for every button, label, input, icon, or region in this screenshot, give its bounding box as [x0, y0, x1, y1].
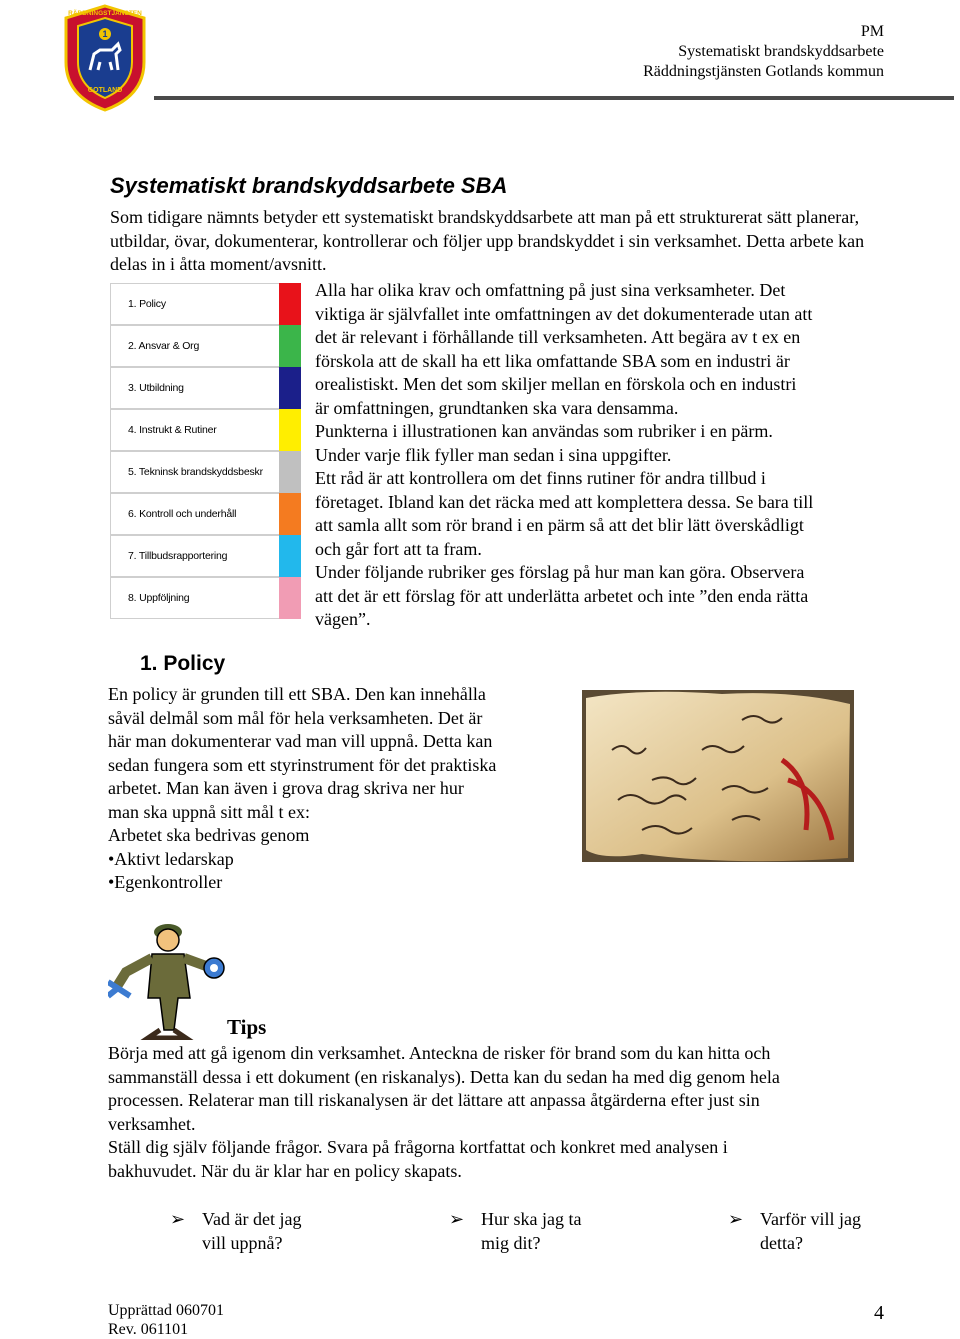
text-line: •Aktivt ledarskap — [108, 848, 234, 869]
header-rule — [154, 96, 954, 100]
sba-step — [110, 577, 300, 619]
sba-steps-illustration — [110, 283, 300, 619]
sba-step — [110, 451, 300, 493]
text-line: Ett råd är att kontrollera om det finns rutiner för andra tillbud i — [315, 468, 766, 488]
sba-step-label: 1. Policy — [128, 298, 166, 310]
logo-top-text: RÄDDNINGSTJÄNSTEN — [68, 10, 142, 17]
text-line: man ska uppnå sitt mål t ex: — [108, 801, 310, 822]
text-line: verksamhet. — [108, 1113, 196, 1134]
text-line: bakhuvudet. När du är klar har en policy skapats. — [108, 1160, 462, 1181]
text-line: förskola att de skall ha ett lika omfattande SBA som en industri är — [315, 350, 790, 371]
text-line: En policy är grunden till ett SBA. Den kan innehålla — [108, 684, 486, 704]
sba-step-color-tab — [279, 367, 301, 409]
arrow-bullet-icon: ➢ — [449, 1209, 465, 1229]
question-line: vill uppnå? — [202, 1232, 283, 1253]
mechanic-clipart — [108, 912, 230, 1040]
sba-step-color-tab — [279, 409, 301, 451]
text-line: det är relevant i förhållande till verksamheten. Att begära av t ex en — [315, 327, 801, 347]
sba-step-color-tab — [279, 577, 301, 619]
text-line: här man dokumenterar vad man vill uppnå. Detta kan — [108, 731, 493, 751]
section-heading-sba: Systematiskt brandskyddsarbete SBA — [110, 173, 508, 198]
footer-revision: Rev. 061101 — [108, 1321, 189, 1338]
text-line: viktiga är självfallet inte omfattningen av det dokumenterade utan att — [315, 303, 813, 324]
sba-step — [110, 409, 300, 451]
handwritten-letter-photo — [582, 690, 854, 862]
sba-step-label: 6. Kontroll och underhåll — [128, 508, 237, 520]
question-line: Hur ska jag ta — [481, 1209, 582, 1229]
sba-right-text — [315, 279, 895, 632]
question-line: Vad är det jag — [202, 1209, 302, 1229]
sba-step — [110, 367, 300, 409]
sba-step-label: 3. Utbildning — [128, 382, 184, 394]
sba-step-label: 2. Ansvar & Org — [128, 340, 200, 352]
footer-created: Upprättad 060701 — [108, 1302, 224, 1319]
text-line: såväl delmål som mål för hela verksamheten. Det är — [108, 707, 483, 728]
sba-step — [110, 493, 300, 535]
text-line: och går fort att ta fram. — [315, 538, 482, 559]
text-line: Ställ dig själv följande frågor. Svara på frågorna kortfattat och konkret med analysen i — [108, 1137, 728, 1157]
header-org: Räddningstjänsten Gotlands kommun — [643, 63, 884, 80]
text-line: vägen”. — [315, 609, 371, 629]
text-line: Arbetet ska bedrivas genom — [108, 825, 310, 845]
sba-step — [110, 535, 300, 577]
text-line: är omfattningen, grundtanken ska vara densamma. — [315, 397, 679, 418]
question-line: mig dit? — [481, 1232, 541, 1253]
sba-step-color-tab — [279, 451, 301, 493]
logo-number: 1 — [102, 29, 108, 39]
section-heading-policy: 1. Policy — [140, 652, 226, 675]
sba-step-label: 7. Tillbudsrapportering — [128, 550, 228, 562]
sba-step-label: 5. Tekninsk brandskyddsbeskr — [128, 466, 263, 478]
sba-step-label: 4. Instrukt & Rutiner — [128, 424, 217, 436]
text-line: Alla har olika krav och omfattning på just sina verksamheter. Det — [315, 280, 786, 300]
text-line: orealistiskt. Men det som skiljer mellan en förskola och en industri — [315, 374, 797, 394]
policy-paragraph — [108, 683, 568, 895]
arrow-bullet-icon: ➢ — [728, 1209, 744, 1229]
question-line: detta? — [760, 1232, 803, 1253]
sba-step — [110, 325, 300, 367]
sba-intro-paragraph: Som tidigare nämnts betyder ett systematiskt brandskyddsarbete att man på ett strukturerat sätt planerar, utbildar, övar, dokumenterar, kontrollerar och följer upp brandskyddet i sin verksamhet. Detta arbete kan delas in i åtta moment/avsnitt. — [110, 207, 865, 274]
sba-step-color-tab — [279, 535, 301, 577]
text-line: Under varje flik fyller man sedan i sina uppgifter. — [315, 444, 672, 465]
arrow-bullet-icon: ➢ — [170, 1209, 186, 1229]
text-line: processen. Relaterar man till riskanalysen är det lättare att anpassa åtgärderna efter just sin — [108, 1090, 760, 1110]
text-line: att det är ett förslag för att underlätta arbetet och inte ”den enda rätta — [315, 585, 809, 606]
section-heading-tips: Tips — [227, 1015, 267, 1039]
text-line: sedan fungera som ett styrinstrument för det praktiska — [108, 754, 497, 775]
header-title: Systematiskt brandskyddsarbete — [678, 43, 884, 60]
text-line: att samla allt som rör brand i en pärm så att det blir lätt överskådligt — [315, 515, 804, 535]
gotland-fire-service-logo — [60, 4, 150, 112]
question-line: Varför vill jag — [760, 1209, 861, 1229]
tips-paragraph — [108, 1042, 898, 1183]
sba-step-color-tab — [279, 493, 301, 535]
logo-bottom-text: GOTLAND — [87, 87, 123, 94]
text-line: Börja med att gå igenom din verksamhet. Anteckna de risker för brand som du kan hitta och — [108, 1043, 771, 1063]
text-line: arbetet. Man kan även i grova drag skriva ner hur — [108, 778, 464, 798]
text-line: Under följande rubriker ges förslag på hur man kan göra. Observera — [315, 562, 805, 582]
sba-step-label: 8. Uppföljning — [128, 592, 190, 604]
header-pm: PM — [860, 23, 884, 40]
text-line: sammanställ dessa i ett dokument (en riskanalys). Detta kan du sedan ha med dig genom hela — [108, 1066, 780, 1087]
sba-step-color-tab — [279, 283, 301, 325]
text-line: Punkterna i illustrationen kan användas som rubriker i en pärm. — [315, 421, 773, 441]
text-line: företaget. Ibland kan det räcka med att komplettera dessa. Se bara till — [315, 491, 814, 512]
sba-step — [110, 283, 300, 325]
footer-dates — [108, 1301, 224, 1339]
sba-step-color-tab — [279, 325, 301, 367]
text-line: •Egenkontroller — [108, 872, 223, 892]
page-number: 4 — [874, 1302, 884, 1324]
